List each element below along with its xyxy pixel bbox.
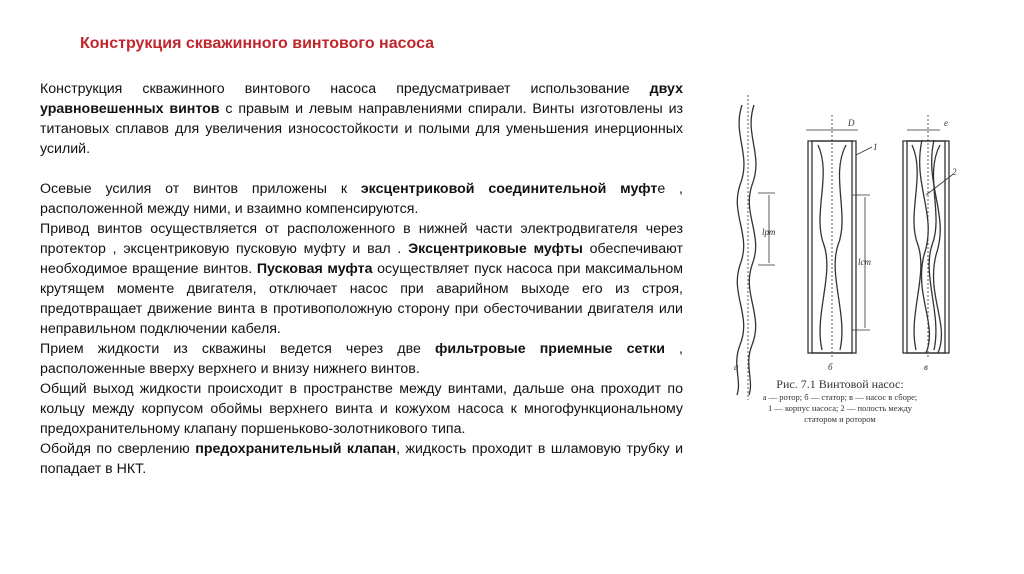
rotor-drawing [737, 95, 775, 400]
text-segment: Осевые усилия от винтов приложены к [40, 181, 361, 197]
text-segment: обеспечивают необходимое вращение винтов. [40, 241, 684, 277]
text-segment: Привод винтов осуществляется от расположенного в нижней части электродвигателя через протектор , эксцентриковую пусковую муфту и вал . [40, 221, 683, 257]
paragraph [40, 79, 683, 159]
text-segment: Конструкция скважинного винтового насоса предусматривает использование [40, 81, 650, 97]
text-segment: е , расположенной между ними, и взаимно компенсируются. [40, 181, 683, 217]
label-2: 2 [952, 167, 957, 177]
label-e: e [944, 118, 948, 128]
text-segment: Обойдя по сверлению [40, 441, 196, 457]
body-text [40, 79, 683, 479]
bold-term: Пусковая муфта [256, 261, 373, 277]
text-segment: , жидкость проходит в шламовую трубку и попадает в НКТ. [40, 441, 683, 477]
label-b: б [828, 362, 833, 372]
caption-line: статором и ротором [804, 414, 876, 424]
label-v: в [924, 362, 928, 372]
text-segment: , расположенные вверху верхнего и внизу нижнего винтов. [40, 341, 683, 377]
assembly-drawing [903, 115, 952, 357]
label-1: 1 [873, 142, 878, 152]
bold-term: двух уравновешенных винтов [40, 81, 683, 117]
paragraph [40, 339, 683, 379]
label-lrot: lрт [762, 227, 776, 237]
paragraph [40, 439, 683, 479]
text-segment: с правым и левым направлениями спирали. Винты изготовлены из титановых сплавов для увеличения износостойкости и полыми для уменьшения инерционных усилий. [40, 101, 683, 157]
caption-line: 1 — корпус насоса; 2 — полость между [767, 403, 913, 413]
paragraph [40, 379, 683, 439]
caption-line: а — ротор; б — статор; в — насос в сборе; [762, 392, 918, 402]
bold-term: Эксцентриковые муфты [408, 241, 583, 257]
bold-term: фильтровые приемные сетки [434, 341, 665, 357]
label-a: а [734, 362, 739, 372]
paragraph [40, 219, 683, 339]
caption-title: Рис. 7.1 Винтовой насос: [776, 377, 904, 391]
stator-drawing [806, 115, 872, 357]
paragraph [40, 179, 683, 219]
bold-term: эксцентриковой соединительной муфт [360, 181, 658, 197]
label-lst: lст [858, 257, 871, 267]
label-D: D [848, 118, 855, 128]
text-segment: Общий выход жидкости происходит в пространстве между винтами, дальше она проходит по кольцу между корпусом обоймы верхнего винта и кожухом насоса к многофункциональному предохранительному клапану поршеньково-золотникового типа. [40, 381, 683, 437]
text-segment: Прием жидкости из скважины ведется через две [40, 341, 435, 357]
text-segment: осуществляет пуск насоса при максимальном крутящем моменте двигателя, отключает насос при аварийном выходе его из строя, предотвращает движение винта в противоположную сторону при обесточивании двигателя или неправильном подключении кабеля. [40, 261, 683, 337]
bold-term: предохранительный клапан [195, 441, 397, 457]
figure-caption [740, 377, 940, 425]
slide-title: Конструкция скважинного винтового насоса [80, 35, 435, 52]
